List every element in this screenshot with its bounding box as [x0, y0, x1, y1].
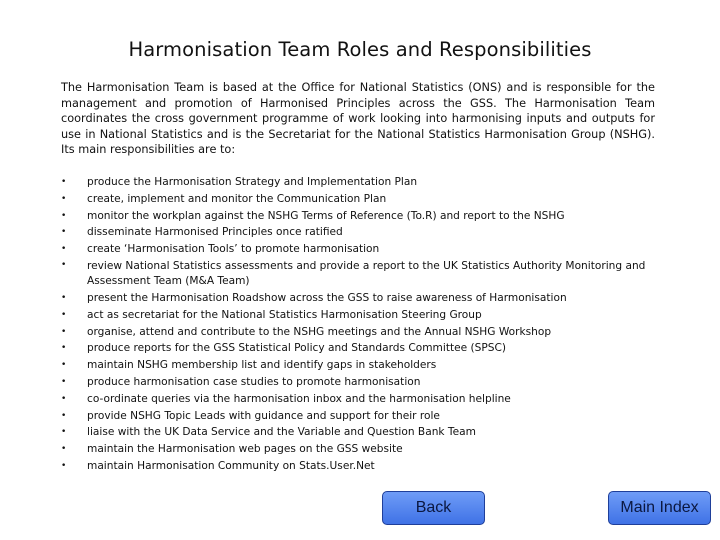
bullet-icon: •	[61, 177, 67, 187]
bullet-icon: •	[61, 393, 67, 404]
list-item	[61, 191, 661, 208]
list-item	[61, 424, 661, 441]
list-item	[61, 290, 661, 307]
bullet-icon: •	[61, 193, 67, 204]
list-item	[61, 241, 661, 258]
back-button[interactable]: Back	[382, 491, 485, 525]
bullet-icon: •	[61, 410, 67, 421]
list-item-text: disseminate Harmonised Principles once ratified	[87, 226, 343, 239]
intro-paragraph: The Harmonisation Team is based at the Office for National Statistics (ONS) and is responsible for the management and promotion of Harmonised Principles across the GSS. The Harmonisation Team coordinates the cross government programme of work looking into harmonising inputs and outputs for use in National Statistics and is the Secretariat for the National Statistics Harmonisation Group (NSHG). Its main responsibilities are to:	[61, 81, 655, 157]
bullet-icon: •	[61, 259, 67, 270]
list-item-text: co-ordinate queries via the harmonisation inbox and the harmonisation helpline	[87, 392, 511, 405]
bullet-icon: •	[61, 227, 67, 238]
list-item	[61, 208, 661, 225]
list-item	[61, 458, 661, 475]
list-item-text: review National Statistics assessments and provide a report to the UK Statistics Authority Monitoring and Assessment Team (M&A Team)	[87, 259, 646, 287]
bullet-icon: •	[61, 460, 67, 471]
list-item-text: produce the Harmonisation Strategy and Implementation Plan	[87, 176, 418, 188]
list-item-text: liaise with the UK Data Service and the Variable and Question Bank Team	[87, 426, 476, 439]
list-item	[61, 357, 661, 374]
list-item	[61, 340, 661, 357]
page-title: Harmonisation Team Roles and Responsibilities	[128, 38, 592, 61]
bullet-icon: •	[61, 444, 67, 455]
bullet-icon: •	[61, 343, 67, 354]
list-item-text: produce reports for the GSS Statistical Policy and Standards Committee (SPSC)	[87, 342, 507, 355]
bullet-icon: •	[61, 376, 67, 387]
bullet-icon: •	[61, 326, 67, 337]
list-item-text: maintain NSHG membership list and identify gaps in stakeholders	[87, 359, 437, 372]
list-item	[61, 174, 661, 191]
list-item-text: create ‘Harmonisation Tools’ to promote harmonisation	[87, 243, 380, 256]
bullet-icon: •	[61, 210, 67, 221]
bullet-icon: •	[61, 427, 67, 438]
list-item-text: create, implement and monitor the Communication Plan	[87, 192, 387, 205]
list-item	[61, 408, 661, 425]
bullet-icon: •	[61, 292, 67, 303]
bullet-icon: •	[61, 244, 67, 255]
list-item	[61, 324, 661, 341]
list-item	[61, 374, 661, 391]
list-item-text: maintain Harmonisation Community on Stats.User.Net	[87, 459, 375, 472]
list-item	[61, 258, 661, 290]
list-item-text: present the Harmonisation Roadshow across the GSS to raise awareness of Harmonisation	[87, 291, 567, 304]
responsibilities-list	[61, 174, 661, 475]
list-item-text: provide NSHG Topic Leads with guidance and support for their role	[87, 409, 440, 422]
list-item-text: monitor the workplan against the NSHG Terms of Reference (To.R) and report to the NSHG	[87, 209, 565, 222]
list-item-text: act as secretariat for the National Statistics Harmonisation Steering Group	[87, 308, 482, 321]
list-item-text: produce harmonisation case studies to promote harmonisation	[87, 375, 421, 388]
bullet-icon: •	[61, 309, 67, 320]
list-item-text: maintain the Harmonisation web pages on the GSS website	[87, 443, 403, 456]
main-index-button[interactable]: Main Index	[608, 491, 711, 525]
list-item	[61, 441, 661, 458]
list-item	[61, 224, 661, 241]
list-item	[61, 307, 661, 324]
list-item	[61, 391, 661, 408]
list-item-text: organise, attend and contribute to the NSHG meetings and the Annual NSHG Workshop	[87, 325, 552, 338]
bullet-icon: •	[61, 360, 67, 371]
